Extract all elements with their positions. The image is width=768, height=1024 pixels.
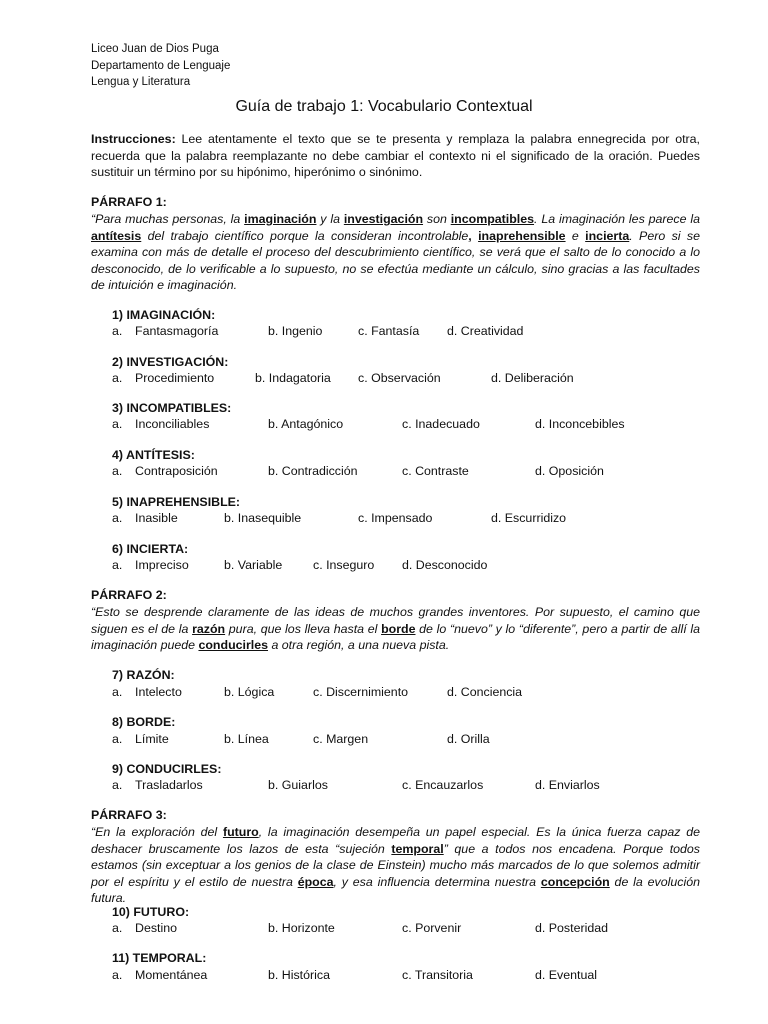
option-a: Fantasmagoría: [135, 324, 219, 338]
question-9-title: 9) CONDUCIRLES:: [112, 762, 222, 776]
keyword: inaprehensible: [478, 228, 566, 243]
keyword: incompatibles: [450, 212, 535, 226]
option-b: b. Inasequible: [224, 511, 302, 525]
option-a-letter: a.: [112, 778, 123, 792]
paragraph-text-segment: ” que a todos nos encadena. Porque todos estamos (sin exceptuar a los genios de la clase de Einstein) mucho más marcados de lo que solemos admitir por el espíritu y el estilo de nuestra: [91, 841, 700, 889]
paragraph-text-segment: y la: [316, 212, 344, 226]
option-d: d. Conciencia: [447, 685, 523, 699]
option-a: Contraposición: [135, 464, 218, 478]
paragraph-text-segment: “Esto se desprende claramente de las ideas de muchos grandes inventores. Por supuesto, el camino que siguen es el de la: [91, 605, 700, 636]
option-a-letter: a.: [112, 558, 123, 572]
paragraph-text-segment: de lo “nuevo” y lo “diferente”, pero a partir de allí la imaginación puede: [91, 621, 700, 652]
option-c: c. Observación: [358, 371, 441, 385]
keyword: concepción: [540, 874, 610, 889]
paragraph-2-title: PÁRRAFO 2:: [91, 588, 167, 602]
option-d: d. Orilla: [447, 732, 490, 746]
keyword: ,: [468, 228, 472, 243]
keyword: razón: [192, 621, 226, 636]
keyword: temporal: [391, 841, 444, 856]
option-d: d. Inconcebibles: [535, 417, 625, 431]
keyword: borde: [381, 621, 416, 636]
paragraph-text-segment: . La imaginación les parece la: [534, 212, 700, 226]
question-10-title: 10) FUTURO:: [112, 905, 190, 919]
question-8-title: 8) BORDE:: [112, 715, 176, 729]
option-a-letter: a.: [112, 324, 123, 338]
paragraph-text-segment: pura, que los lleva hasta el: [225, 621, 382, 636]
subject-name: Lengua y Literatura: [91, 76, 191, 88]
question-2-title: 2) INVESTIGACIÓN:: [112, 355, 229, 369]
instructions-label: Instrucciones:: [91, 132, 176, 146]
department-name: Departamento de Lenguaje: [91, 59, 231, 72]
option-d: d. Desconocido: [402, 558, 488, 572]
option-a-letter: a.: [112, 464, 123, 478]
option-b: b. Línea: [224, 732, 269, 746]
option-a: Procedimiento: [135, 371, 215, 385]
school-name: Liceo Juan de Dios Puga: [91, 43, 219, 55]
question-4-title: 4) ANTÍTESIS:: [112, 448, 195, 462]
question-11-title: 11) TEMPORAL:: [112, 951, 207, 965]
paragraph-text-segment: del trabajo científico porque la consideran incontrolable: [141, 228, 469, 243]
option-a-letter: a.: [112, 921, 123, 935]
keyword: antítesis: [91, 228, 142, 243]
option-c: c. Inadecuado: [402, 417, 480, 431]
option-b: b. Lógica: [224, 685, 275, 699]
instructions-text: Lee atentamente el texto que se te presenta y remplaza la palabra ennegrecida por otra, recuerda que la palabra reemplazante no debe cambiar el contexto ni el significado de la oración. Puedes sustituir un término por su hipónimo, hiperónimo o sinónimo.: [91, 132, 700, 179]
option-a: Intelecto: [135, 685, 182, 699]
instructions: [91, 131, 700, 181]
option-c: c. Discernimiento: [313, 685, 409, 699]
option-a: Límite: [135, 732, 169, 746]
keyword: imaginación: [244, 212, 317, 226]
option-c: c. Margen: [313, 732, 369, 746]
option-a: Inasible: [135, 511, 178, 525]
option-d: d. Escurridizo: [491, 511, 567, 525]
option-b: b. Variable: [224, 558, 283, 572]
option-d: d. Eventual: [535, 968, 597, 982]
option-c: c. Transitoria: [402, 968, 473, 982]
paragraph-text-segment: . Pero si se examina con más de detalle el proceso del descubrimiento científico, se verá que el salto de lo conocido a lo desconocido, de lo verificable a lo supuesto, no se efectúa mediante un cálculo, sino gracias a las facultades de intuición e imaginación.: [91, 228, 700, 292]
keyword: futuro: [222, 825, 259, 839]
option-d: d. Enviarlos: [535, 778, 600, 792]
option-c: c. Porvenir: [402, 921, 462, 935]
option-a: Impreciso: [135, 558, 189, 572]
paragraph-2-text: [91, 604, 700, 654]
option-b: b. Ingenio: [268, 324, 323, 338]
option-a: Momentánea: [135, 968, 208, 982]
option-d: d. Posteridad: [535, 921, 609, 935]
option-a-letter: a.: [112, 417, 123, 431]
option-a: Inconciliables: [135, 417, 210, 431]
paragraph-1-title: PÁRRAFO 1:: [91, 195, 167, 209]
option-a-letter: a.: [112, 685, 123, 699]
keyword: investigación: [343, 212, 424, 226]
option-a: Trasladarlos: [135, 778, 203, 792]
option-b: b. Indagatoria: [255, 371, 331, 385]
paragraph-3-title: PÁRRAFO 3:: [91, 808, 167, 822]
question-5-title: 5) INAPREHENSIBLE:: [112, 495, 241, 509]
document-header: [91, 41, 230, 91]
option-b: b. Antagónico: [268, 417, 344, 431]
paragraph-1-text: [91, 211, 700, 294]
option-a: Destino: [135, 921, 178, 935]
paragraph-text-segment: , la imaginación desempeña un papel especial. Es la única fuerza capaz de deshacer bruscamente los lazos de esta “sujeción: [91, 825, 700, 856]
option-b: b. Contradicción: [268, 464, 358, 478]
question-7-title: 7) RAZÓN:: [112, 668, 175, 682]
option-b: b. Guiarlos: [268, 778, 328, 792]
paragraph-text-segment: son: [423, 212, 451, 226]
option-c: c. Impensado: [358, 511, 433, 525]
question-3-title: 3) INCOMPATIBLES:: [112, 401, 232, 415]
paragraph-text-segment: e: [565, 228, 586, 243]
option-c: c. Inseguro: [313, 558, 375, 572]
keyword: época: [297, 874, 334, 889]
question-6-title: 6) INCIERTA:: [112, 542, 189, 556]
question-1-title: 1) IMAGINACIÓN:: [112, 308, 216, 322]
page-title: Guía de trabajo 1: Vocabulario Contextual: [235, 98, 533, 115]
paragraph-text-segment: “En la exploración del: [91, 825, 223, 839]
option-b: b. Horizonte: [268, 921, 335, 935]
option-c: c. Fantasía: [358, 324, 420, 338]
option-d: d. Oposición: [535, 464, 604, 478]
option-c: c. Encauzarlos: [402, 778, 484, 792]
paragraph-text-segment: de la evolución futura.: [91, 874, 700, 905]
option-a-letter: a.: [112, 511, 123, 525]
option-d: d. Deliberación: [491, 371, 574, 385]
option-a-letter: a.: [112, 968, 123, 982]
option-a-letter: a.: [112, 371, 123, 385]
paragraph-3-text: [91, 824, 700, 907]
option-c: c. Contraste: [402, 464, 469, 478]
paragraph-text-segment: , y esa influencia determina nuestra: [333, 874, 541, 889]
option-a-letter: a.: [112, 732, 123, 746]
option-d: d. Creatividad: [447, 324, 524, 338]
option-b: b. Histórica: [268, 968, 330, 982]
keyword: conducirles: [198, 638, 269, 652]
keyword: incierta: [585, 228, 630, 243]
paragraph-text-segment: a otra región, a una nueva pista.: [268, 638, 450, 652]
paragraph-text-segment: “Para muchas personas, la: [91, 212, 245, 226]
